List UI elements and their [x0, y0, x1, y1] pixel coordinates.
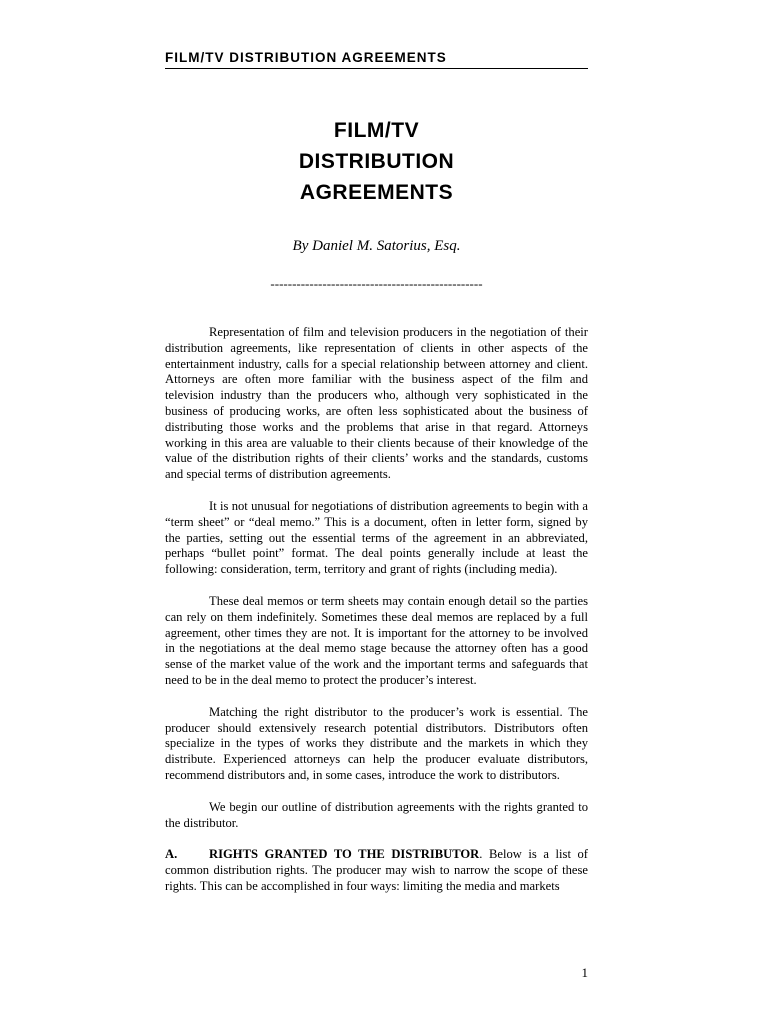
section-a-text: . Below is a list of common distribution rights. The producer may wish to narrow the scope of these rights. This can be accomplished in four ways: limiting the media and markets	[165, 847, 588, 893]
author-byline: By Daniel M. Satorius, Esq.	[292, 238, 461, 254]
paragraph-3: These deal memos or term sheets may contain enough detail so the parties can rely on them indefinitely. Sometimes these deal memos are replaced by a full agreement, other times they are not. It is important for the attorney to be involved in the negotiations at the deal memo stage because the attorney often has a good sense of the market value of the work and the important terms and safeguards that need to be in the deal memo to protect the producer’s interest.	[165, 593, 588, 687]
title-line-2: DISTRIBUTION	[298, 150, 455, 173]
section-a-letter: A.	[165, 847, 178, 862]
running-header: FILM/TV DISTRIBUTION AGREEMENTS	[165, 50, 588, 69]
title-line-1: FILM/TV	[333, 119, 420, 142]
body-text	[165, 325, 588, 911]
section-a-heading: RIGHTS GRANTED TO THE DISTRIBUTOR	[209, 847, 480, 862]
paragraph-1: Representation of film and television producers in the negotiation of their distribution agreements, like representation of clients in other aspects of the entertainment industry, calls for a special relationship between attorney and client. Attorneys are often more familiar with the business aspect of the film and television industry than the producers who, although very sophisticated in the business of producing works, are often less sophisticated about the business of distributing those works and the problems that arise in that regard. Attorneys working in this area are valuable to their clients because of their knowledge of the value of the distribution rights of their clients’ works and the standards, customs and special terms of distribution agreements.	[165, 325, 588, 482]
paragraph-4: Matching the right distributor to the producer’s work is essential. The producer should extensively research potential distributors. Distributors often specialize in the types of works they distribute and the markets in which they distribute. Experienced attorneys can help the producer evaluate distributors, recommend distributors and, in some cases, introduce the work to distributors.	[165, 704, 588, 782]
paragraph-2: It is not unusual for negotiations of distribution agreements to begin with a “term sheet” or “deal memo.” This is a document, often in letter form, signed by the parties, setting out the essential terms of the agreement in an abbreviated, perhaps “bullet point” format. The deal points generally include at least the following: consideration, term, territory and grant of rights (including media).	[165, 498, 588, 577]
document-title	[165, 115, 588, 208]
paragraph-5: We begin our outline of distribution agreements with the rights granted to the distributor.	[165, 799, 588, 830]
page-number: 1	[581, 965, 588, 980]
title-line-3: AGREEMENTS	[299, 181, 454, 204]
dashed-divider: -------------------------------------------------	[270, 276, 483, 291]
section-a	[165, 847, 588, 894]
